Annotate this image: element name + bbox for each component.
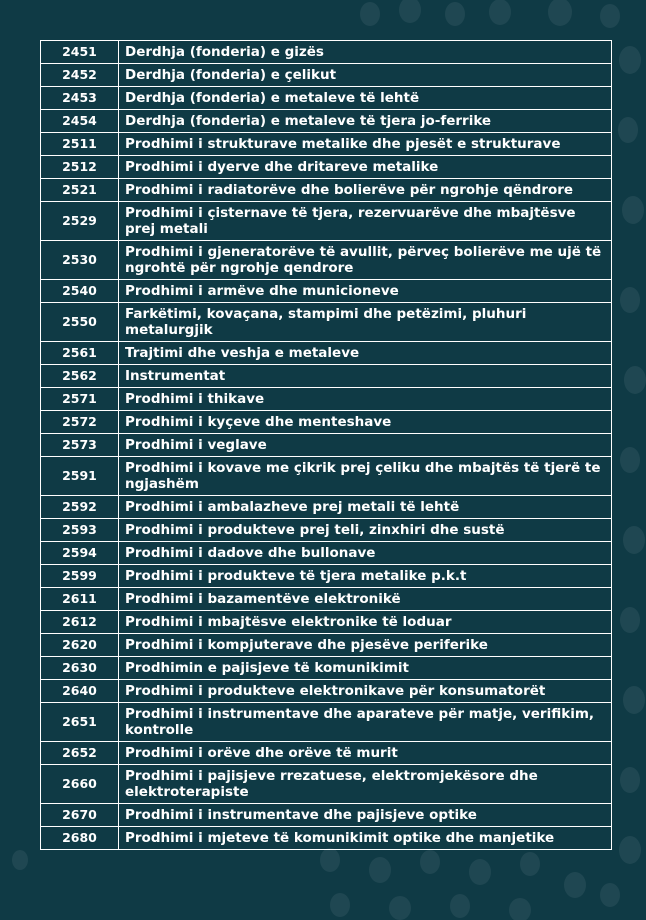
table-row bbox=[41, 41, 612, 64]
table-row bbox=[41, 179, 612, 202]
activity-code: 2572 bbox=[41, 411, 119, 434]
table-row bbox=[41, 611, 612, 634]
activity-description: Prodhimi i kyçeve dhe menteshave bbox=[119, 411, 612, 434]
activity-description: Prodhimi i instrumentave dhe aparateve për matje, verifikim, kontrolle bbox=[119, 703, 612, 742]
activity-code: 2452 bbox=[41, 64, 119, 87]
activity-description: Prodhimi i radiatorëve dhe bolierëve për ngrohje qëndrore bbox=[119, 179, 612, 202]
table-row bbox=[41, 110, 612, 133]
activity-description: Instrumentat bbox=[119, 365, 612, 388]
activity-description: Derdhja (fonderia) e gizës bbox=[119, 41, 612, 64]
activity-code: 2680 bbox=[41, 827, 119, 850]
activity-description: Prodhimi i ambalazheve prej metali të lehtë bbox=[119, 496, 612, 519]
activity-code: 2550 bbox=[41, 303, 119, 342]
activity-description: Prodhimi i mbajtësve elektronike të loduar bbox=[119, 611, 612, 634]
activity-code: 2451 bbox=[41, 41, 119, 64]
table-row bbox=[41, 496, 612, 519]
table-row bbox=[41, 804, 612, 827]
table-row bbox=[41, 365, 612, 388]
table-row bbox=[41, 434, 612, 457]
table-row bbox=[41, 280, 612, 303]
activity-description: Prodhimi i armëve dhe municioneve bbox=[119, 280, 612, 303]
table-row bbox=[41, 634, 612, 657]
activity-code: 2521 bbox=[41, 179, 119, 202]
activity-code: 2652 bbox=[41, 742, 119, 765]
activity-code: 2454 bbox=[41, 110, 119, 133]
activity-code: 2453 bbox=[41, 87, 119, 110]
activity-code: 2599 bbox=[41, 565, 119, 588]
activity-code: 2660 bbox=[41, 765, 119, 804]
activity-description: Prodhimi i mjeteve të komunikimit optike dhe manjetike bbox=[119, 827, 612, 850]
activity-code: 2593 bbox=[41, 519, 119, 542]
activity-description: Derdhja (fonderia) e çelikut bbox=[119, 64, 612, 87]
activity-code: 2540 bbox=[41, 280, 119, 303]
activity-code: 2573 bbox=[41, 434, 119, 457]
activity-description: Prodhimi i kovave me çikrik prej çeliku dhe mbajtës të tjerë te ngjashëm bbox=[119, 457, 612, 496]
activity-code: 2640 bbox=[41, 680, 119, 703]
activity-description: Trajtimi dhe veshja e metaleve bbox=[119, 342, 612, 365]
activity-code: 2611 bbox=[41, 588, 119, 611]
activity-description: Prodhimin e pajisjeve të komunikimit bbox=[119, 657, 612, 680]
table-row bbox=[41, 565, 612, 588]
table-row bbox=[41, 457, 612, 496]
activity-description: Prodhimi i veglave bbox=[119, 434, 612, 457]
activity-code: 2562 bbox=[41, 365, 119, 388]
activity-description: Derdhja (fonderia) e metaleve të tjera jo-ferrike bbox=[119, 110, 612, 133]
table-row bbox=[41, 588, 612, 611]
activity-code: 2561 bbox=[41, 342, 119, 365]
activity-code: 2670 bbox=[41, 804, 119, 827]
activity-code: 2529 bbox=[41, 202, 119, 241]
activity-code: 2620 bbox=[41, 634, 119, 657]
activity-code: 2530 bbox=[41, 241, 119, 280]
table-row bbox=[41, 519, 612, 542]
activity-description: Prodhimi i strukturave metalike dhe pjesët e strukturave bbox=[119, 133, 612, 156]
activity-description: Prodhimi i produkteve prej teli, zinxhiri dhe sustë bbox=[119, 519, 612, 542]
table-row bbox=[41, 542, 612, 565]
activity-description: Prodhimi i thikave bbox=[119, 388, 612, 411]
activity-code: 2651 bbox=[41, 703, 119, 742]
activity-code: 2612 bbox=[41, 611, 119, 634]
activity-code: 2512 bbox=[41, 156, 119, 179]
table-row bbox=[41, 703, 612, 742]
activity-description: Prodhimi i kompjuterave dhe pjesëve periferike bbox=[119, 634, 612, 657]
table-row bbox=[41, 241, 612, 280]
activity-description: Prodhimi i produkteve të tjera metalike p.k.t bbox=[119, 565, 612, 588]
table-row bbox=[41, 64, 612, 87]
table-row bbox=[41, 657, 612, 680]
table-row bbox=[41, 411, 612, 434]
activity-code: 2571 bbox=[41, 388, 119, 411]
table-row bbox=[41, 303, 612, 342]
activity-code: 2511 bbox=[41, 133, 119, 156]
activity-code: 2592 bbox=[41, 496, 119, 519]
activity-description: Prodhimi i produkteve elektronikave për konsumatorët bbox=[119, 680, 612, 703]
table-row bbox=[41, 742, 612, 765]
table-row bbox=[41, 765, 612, 804]
table-row bbox=[41, 202, 612, 241]
activity-description: Prodhimi i gjeneratorëve të avullit, përveç bolierëve me ujë të ngrohtë për ngrohje qendrore bbox=[119, 241, 612, 280]
activity-description: Farkëtimi, kovaçana, stampimi dhe petëzimi, pluhuri metalurgjik bbox=[119, 303, 612, 342]
activity-description: Prodhimi i bazamentëve elektronikë bbox=[119, 588, 612, 611]
activity-code: 2630 bbox=[41, 657, 119, 680]
activity-description: Prodhimi i instrumentave dhe pajisjeve optike bbox=[119, 804, 612, 827]
table-row bbox=[41, 388, 612, 411]
table-row bbox=[41, 156, 612, 179]
activity-description: Derdhja (fonderia) e metaleve të lehtë bbox=[119, 87, 612, 110]
activity-description: Prodhimi i dyerve dhe dritareve metalike bbox=[119, 156, 612, 179]
table-row bbox=[41, 133, 612, 156]
table-row bbox=[41, 680, 612, 703]
table-row bbox=[41, 342, 612, 365]
activity-codes-table bbox=[40, 40, 612, 850]
activity-code: 2591 bbox=[41, 457, 119, 496]
activity-code: 2594 bbox=[41, 542, 119, 565]
activity-description: Prodhimi i orëve dhe orëve të murit bbox=[119, 742, 612, 765]
table-row bbox=[41, 827, 612, 850]
activity-description: Prodhimi i dadove dhe bullonave bbox=[119, 542, 612, 565]
activity-description: Prodhimi i pajisjeve rrezatuese, elektromjekësore dhe elektroterapiste bbox=[119, 765, 612, 804]
activity-description: Prodhimi i çisternave të tjera, rezervuarëve dhe mbajtësve prej metali bbox=[119, 202, 612, 241]
table-row bbox=[41, 87, 612, 110]
